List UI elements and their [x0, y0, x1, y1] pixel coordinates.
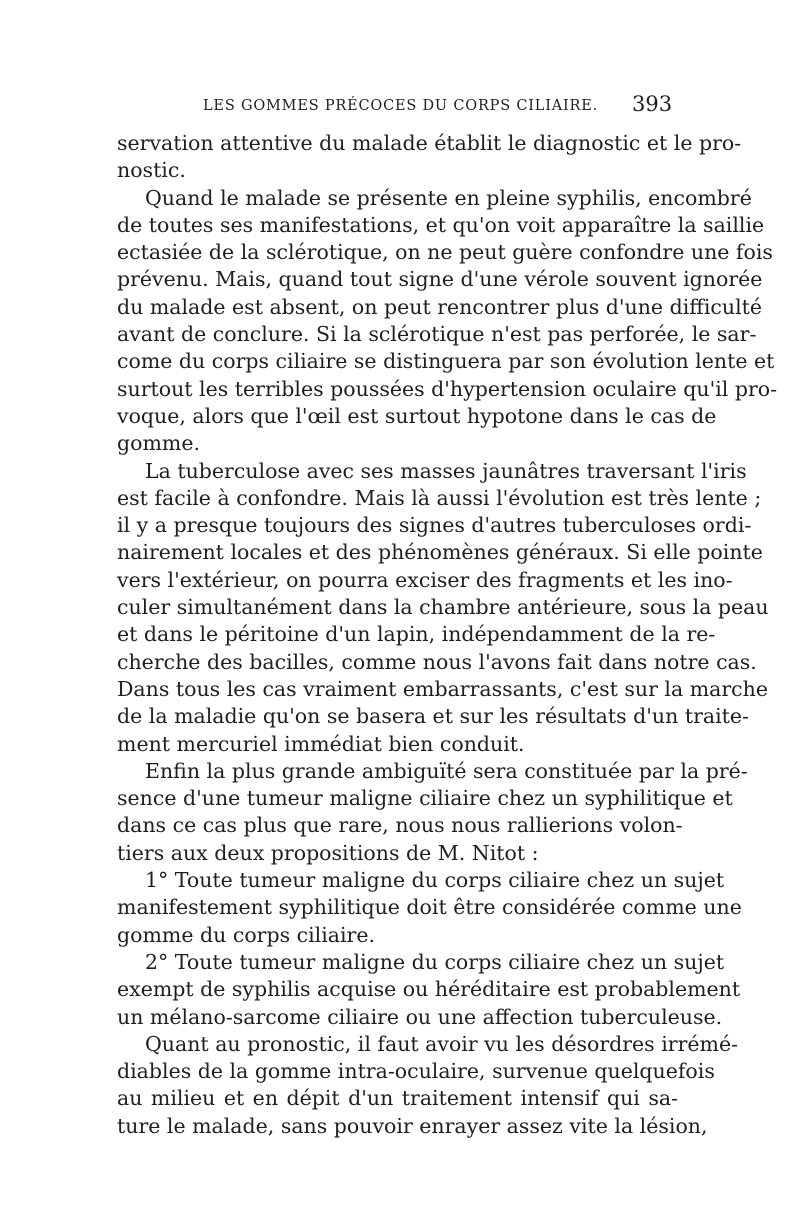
text-line: sence d'une tumeur maligne ciliaire chez un syphilitique et [117, 786, 733, 811]
text-line: manifestement syphilitique doit être considérée comme une [117, 895, 742, 920]
text-line: gomme du corps ciliaire. [117, 922, 375, 947]
text-line: servation attentive du malade établit le diagnostic et le pro- [117, 131, 742, 155]
text-line: il y a presque toujours des signes d'autres tuberculoses ordi- [117, 513, 752, 538]
text-line: diables de la gomme intra-oculaire, survenue quelquefois [117, 1059, 715, 1084]
text-line: prévenu. Mais, quand tout signe d'une vérole souvent ignorée [117, 267, 763, 292]
text-line: cherche des bacilles, comme nous l'avons fait dans notre cas. [117, 649, 757, 674]
text-line: 1° Toute tumeur maligne du corps ciliaire chez un sujet [145, 868, 725, 893]
text-line: 2° Toute tumeur maligne du corps ciliaire chez un sujet [145, 949, 725, 974]
page-number: 393 [632, 92, 673, 116]
text-line: vers l'extérieur, on pourra exciser des fragments et les ino- [117, 567, 733, 592]
text-line: ment mercuriel immédiat bien conduit. [117, 731, 525, 756]
page-header [0, 92, 800, 122]
text-line: du malade est absent, on peut rencontrer plus d'une difficulté [117, 294, 762, 319]
text-line: Enfin la plus grande ambiguïté sera constituée par la pré- [145, 758, 748, 783]
text-line: de la maladie qu'on se basera et sur les résultats d'un traite- [117, 704, 749, 729]
text-line: Dans tous les cas vraiment embarrassants, c'est sur la marche [117, 676, 768, 701]
text-line: nairement locales et des phénomènes généraux. Si elle pointe [117, 540, 763, 565]
text-line: et dans le péritoine d'un lapin, indépendamment de la re- [117, 622, 716, 647]
text-line: surtout les terribles poussées d'hypertension oculaire qu'il pro- [117, 376, 778, 401]
text-line: est facile à confondre. Mais là aussi l'évolution est très lente ; [117, 485, 762, 510]
text-line: de toutes ses manifestations, et qu'on voit apparaître la saillie [117, 212, 765, 237]
text-line: avant de conclure. Si la sclérotique n'est pas perforée, le sar- [117, 322, 757, 347]
text-line: come du corps ciliaire se distinguera par son évolution lente et [117, 349, 775, 374]
text-line: un mélano-sarcome ciliaire ou une affection tuberculeuse. [117, 1004, 723, 1029]
text-line: gomme. [117, 431, 200, 456]
running-title: LES GOMMES PRÉCOCES DU CORPS CILIAIRE. [203, 98, 599, 114]
text-line: La tuberculose avec ses masses jaunâtres traversant l'iris [145, 458, 747, 483]
text-line: ectasiée de la sclérotique, on ne peut guère confondre une fois [117, 240, 773, 265]
text-line: nostic. [117, 158, 186, 183]
text-line: ture le malade, sans pouvoir enrayer assez vite la lésion, [117, 1113, 708, 1138]
text-line: culer simultanément dans la chambre antérieure, sous la peau [117, 595, 769, 620]
text-line: Quand le malade se présente en pleine syphilis, encombré [145, 185, 752, 210]
text-line: dans ce cas plus que rare, nous nous rallierions volon- [117, 813, 683, 838]
text-line: voque, alors que l'œil est surtout hypotone dans le cas de [117, 403, 717, 428]
text-line: Quant au pronostic, il faut avoir vu les désordres irrémé- [145, 1031, 738, 1056]
body-text [117, 130, 778, 1140]
text-line: tiers aux deux propositions de M. Nitot : [117, 840, 539, 865]
text-line: exempt de syphilis acquise ou héréditaire est probablement [117, 977, 741, 1002]
text-line: au milieu et en dépit d'un traitement intensif qui sa- [117, 1086, 678, 1111]
